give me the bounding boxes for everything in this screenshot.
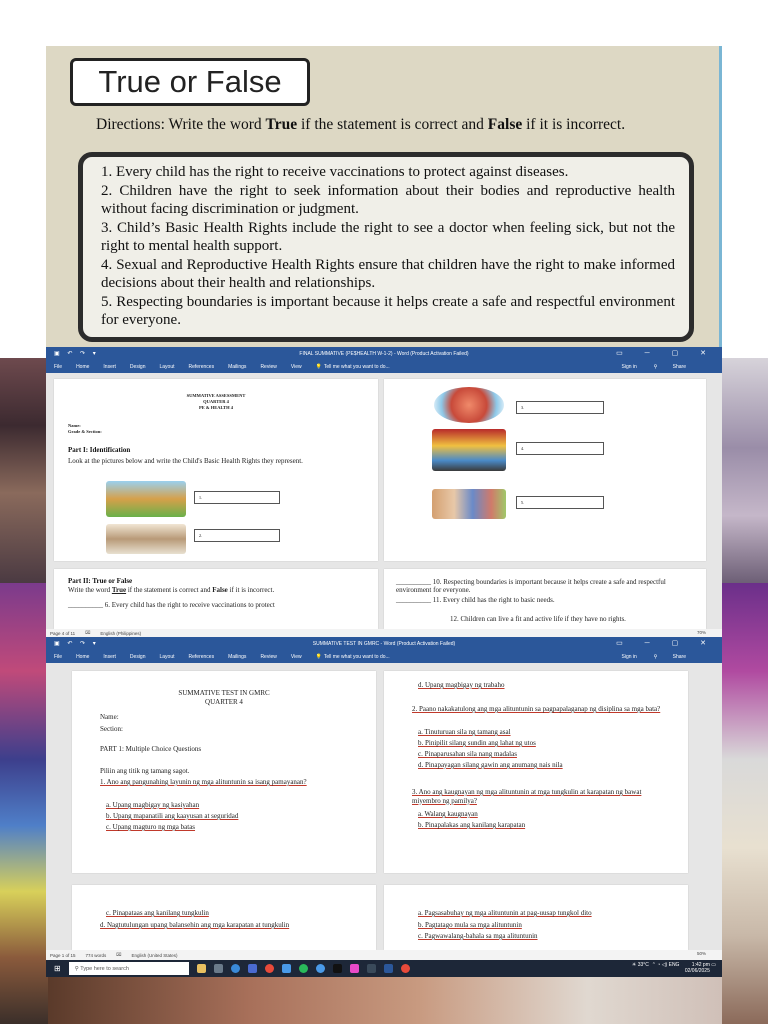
quick-access-icons[interactable]: ▣ ↶ ↷ ▾ bbox=[54, 641, 99, 647]
doctor-patients-image bbox=[432, 429, 506, 471]
title-bar bbox=[46, 347, 722, 361]
window-title: SUMMATIVE TEST IN GMRC - Word (Product Activation Failed) bbox=[312, 641, 456, 647]
window-title: FINAL SUMMATIVE (PE$HEALTH W-1-2) - Word (Product Activation Failed) bbox=[299, 351, 469, 357]
doc-title-line: QUARTER 4 bbox=[203, 399, 229, 404]
instr-true: True bbox=[111, 586, 127, 594]
sign-in-link[interactable]: Sign in bbox=[621, 654, 637, 660]
spotify-icon[interactable] bbox=[299, 964, 308, 973]
network-icon[interactable]: ◔ bbox=[657, 962, 661, 968]
doc-title-line: SUMMATIVE TEST IN GMRC bbox=[178, 689, 270, 697]
choice-b: b. Pinipilit silang sundin ang lahat ng utos bbox=[418, 739, 536, 747]
document-page bbox=[384, 885, 688, 950]
document-page bbox=[54, 569, 378, 629]
question-item: __________ 10. Respecting boundaries is important because it helps create a safe and respectful environment for everyone. bbox=[396, 578, 666, 594]
directions-true: True bbox=[265, 116, 298, 133]
ribbon-tabs bbox=[46, 361, 722, 373]
name-label: Name: bbox=[68, 423, 81, 428]
task-view-icon[interactable] bbox=[214, 964, 223, 973]
status-bar bbox=[46, 629, 722, 637]
window-controls[interactable]: ▭ ─ ▢ ✕ bbox=[616, 640, 716, 647]
person-icon: ⚲ bbox=[653, 654, 658, 660]
answer-box-2[interactable]: 2. bbox=[194, 529, 280, 542]
windows-start-icon[interactable]: ⊞ bbox=[54, 964, 61, 973]
tab-view[interactable]: View bbox=[290, 364, 302, 370]
grade-label: Grade & Section: bbox=[68, 429, 102, 434]
tab-references[interactable]: References bbox=[188, 654, 215, 660]
choice-b: b. Upang mapanatili ang kaayusan at seguridad bbox=[106, 812, 239, 820]
clock-date: 02/06/2025 bbox=[684, 968, 710, 974]
store-icon[interactable] bbox=[282, 964, 291, 973]
tab-review[interactable]: Review bbox=[260, 364, 277, 370]
person-icon: ⚲ bbox=[653, 364, 658, 370]
answer-box-1[interactable]: 1. bbox=[194, 491, 280, 504]
background-photo-bottom bbox=[48, 976, 722, 1024]
choice-a: a. Pagsasabuhay ng mga alituntunin at pag-uusap tungkol dito bbox=[418, 909, 592, 917]
part2-heading: Part II: True or False bbox=[68, 577, 133, 585]
account-area bbox=[622, 364, 700, 370]
question-1: 1. Ano ang pangunahing layunin ng mga alituntunin sa isang pamayanan? bbox=[100, 778, 307, 786]
choice-d: d. Nagtutulungan upang balansehin ang mga karapatan at tungkulin bbox=[100, 921, 290, 929]
language-status[interactable]: English (United States) bbox=[131, 952, 178, 958]
choice-a: a. Walang kaugnayan bbox=[418, 810, 478, 818]
statements-box bbox=[78, 152, 694, 342]
zoom-level[interactable]: 70% bbox=[696, 630, 706, 635]
instr-false: False bbox=[212, 586, 228, 594]
background-photo-right-bottom bbox=[722, 583, 768, 1024]
choice-d: d. Upang magbigay ng trabaho bbox=[418, 681, 505, 689]
playground-image bbox=[106, 481, 186, 517]
choice-d: d. Pinapayagan silang gawin ang anumang nais nila bbox=[418, 761, 563, 769]
background-photo-left-top bbox=[0, 358, 48, 583]
tab-mailings[interactable]: Mailings bbox=[228, 364, 247, 370]
taskbar-search[interactable] bbox=[69, 962, 189, 975]
doc-title bbox=[72, 689, 376, 706]
word-window-pe-health bbox=[46, 347, 722, 637]
tiktok-icon[interactable] bbox=[333, 964, 342, 973]
tab-layout[interactable]: Layout bbox=[159, 364, 175, 370]
question-item: __________ 11. Every child has the right to basic needs. bbox=[396, 596, 555, 604]
background-photo-left-bottom bbox=[0, 583, 48, 1024]
word-window-gmrc bbox=[46, 637, 722, 960]
directions-false: False bbox=[487, 116, 523, 133]
tab-file[interactable]: File bbox=[54, 364, 63, 370]
proofing-icon[interactable]: ⌧ bbox=[116, 952, 122, 957]
lightbulb-icon: 💡 bbox=[315, 654, 322, 660]
app-icon[interactable] bbox=[350, 964, 359, 973]
directions-text: Directions: Write the word bbox=[96, 116, 266, 133]
input-language[interactable]: ENG bbox=[668, 962, 680, 968]
statement-item: 1. Every child has the right to receive vaccinations to protect against diseases. bbox=[101, 164, 569, 180]
document-page bbox=[384, 569, 706, 629]
clock-time: 1:42 pm bbox=[691, 962, 710, 968]
doc-title-line: PE & HEALTH 4 bbox=[199, 405, 233, 410]
app-icon[interactable] bbox=[367, 964, 376, 973]
tab-design[interactable]: Design bbox=[129, 654, 146, 660]
statement-item: 4. Sexual and Reproductive Health Rights ensure that children have the right to make informed decisions about their health and relationships. bbox=[101, 257, 675, 291]
tell-me-input[interactable]: Tell me what you want to do... bbox=[323, 364, 390, 370]
instr-text: Write the word bbox=[68, 586, 112, 594]
statement-item: 2. Children have the right to seek information about their bodies and reproductive health without facing discrimination or judgment. bbox=[101, 183, 675, 217]
instruction: Piliin ang titik ng tamang sagot. bbox=[100, 767, 190, 775]
name-grade-labels bbox=[68, 423, 102, 435]
word-icon[interactable] bbox=[384, 964, 393, 973]
background-photo-right-top bbox=[722, 358, 768, 583]
title-bar bbox=[46, 637, 722, 651]
choice-c: c. Pinaparusahan sila nang madalas bbox=[418, 750, 517, 758]
instr-text: if the statement is correct and bbox=[126, 586, 213, 594]
news-widget-icon[interactable] bbox=[197, 964, 206, 973]
system-tray bbox=[632, 962, 716, 974]
answer-box-3[interactable]: 3. bbox=[516, 401, 604, 414]
tab-home[interactable]: Home bbox=[76, 364, 90, 370]
search-placeholder: Type here to search bbox=[80, 965, 129, 972]
tab-insert[interactable]: Insert bbox=[103, 364, 116, 370]
chrome-icon[interactable] bbox=[265, 964, 274, 973]
tab-references[interactable]: References bbox=[188, 364, 215, 370]
directions-text: if it is incorrect. bbox=[522, 116, 626, 133]
choice-a: a. Upang magbigay ng kasiyahan bbox=[106, 801, 200, 809]
tab-file[interactable]: File bbox=[54, 654, 63, 660]
true-or-false-card bbox=[46, 46, 722, 350]
choice-c: c. Pagwawalang-bahala sa mga alituntunin bbox=[418, 932, 538, 940]
baby-image bbox=[434, 387, 504, 423]
account-area bbox=[622, 654, 700, 660]
doc-title-line: SUMMATIVE ASSESSMENT bbox=[186, 393, 246, 398]
chevron-up-icon[interactable]: ⌃ bbox=[651, 962, 656, 968]
doc-title-line: QUARTER 4 bbox=[205, 697, 243, 706]
choice-c: c. Pinapataas ang kanilang tungkulin bbox=[106, 909, 209, 917]
chrome-icon[interactable] bbox=[401, 964, 410, 973]
word-count[interactable]: 774 words bbox=[85, 952, 107, 958]
document-page bbox=[54, 379, 378, 561]
classroom-image bbox=[106, 524, 186, 554]
windows-taskbar bbox=[46, 960, 722, 977]
document-page bbox=[384, 379, 706, 561]
question-item: 12. Children can live a fit and active life if they have no rights. bbox=[450, 615, 626, 623]
notification-icon[interactable]: ▭ bbox=[711, 962, 716, 968]
tab-review[interactable]: Review bbox=[260, 654, 277, 660]
name-section-labels bbox=[100, 713, 123, 733]
directions-text: if the statement is correct and bbox=[297, 116, 488, 133]
search-icon: ⚲ bbox=[74, 965, 81, 972]
document-area[interactable] bbox=[46, 373, 722, 629]
quick-access-icons[interactable]: ▣ ↶ ↷ ▾ bbox=[54, 351, 99, 357]
volume-icon[interactable]: ◁) bbox=[661, 962, 668, 968]
part2-instructions bbox=[68, 586, 374, 594]
tab-insert[interactable]: Insert bbox=[103, 654, 116, 660]
question-item: __________ 6. Every child has the right to receive vaccinations to protect bbox=[68, 601, 275, 609]
zoom-level[interactable]: 50% bbox=[696, 951, 706, 956]
question-3: 3. Ano ang kaugnayan ng mga alituntunin at mga tungkulin at karapatan ng bawat miyembro ng pamilya? bbox=[412, 788, 642, 805]
status-bar bbox=[46, 950, 722, 960]
section-label: Section: bbox=[100, 724, 123, 733]
document-page bbox=[72, 885, 376, 950]
statement-item: 3. Child’s Basic Health Rights include the right to see a doctor when feeling sick, but not the right to mental health support. bbox=[101, 220, 675, 254]
children-group-image bbox=[432, 489, 506, 519]
file-explorer-icon[interactable] bbox=[248, 964, 257, 973]
window-controls[interactable]: ▭ ─ ▢ ✕ bbox=[616, 350, 716, 357]
page-count: Page 4 of 11 bbox=[50, 630, 76, 636]
choice-c: c. Upang magturo ng mga batas bbox=[106, 823, 196, 831]
statement-item: 5. Respecting boundaries is important because it helps create a safe and respectful environment for everyone. bbox=[101, 294, 675, 328]
question-2: 2. Paano nakakatulong ang mga alituntunin sa pagpapalaganap ng disiplina sa mga bata? bbox=[412, 705, 661, 713]
part1-instructions: Look at the pictures below and write the Child's Basic Health Rights they represent. bbox=[68, 457, 303, 465]
instr-text: if it is incorrect. bbox=[227, 586, 275, 594]
language-status[interactable]: English (Philippines) bbox=[100, 630, 142, 636]
proofing-icon[interactable]: ⌧ bbox=[85, 630, 91, 635]
document-area[interactable] bbox=[46, 663, 722, 950]
card-directions bbox=[96, 116, 666, 134]
part1-heading: PART 1: Multiple Choice Questions bbox=[100, 745, 202, 753]
tab-design[interactable]: Design bbox=[129, 364, 146, 370]
clock[interactable] bbox=[685, 962, 710, 974]
lightbulb-icon: 💡 bbox=[315, 364, 322, 370]
name-label: Name: bbox=[100, 713, 119, 721]
choice-b: b. Pagtatago mula sa mga alituntunin bbox=[418, 921, 522, 929]
tab-mailings[interactable]: Mailings bbox=[228, 654, 247, 660]
part1-heading: Part I: Identification bbox=[68, 446, 131, 454]
tab-view[interactable]: View bbox=[290, 654, 302, 660]
choice-b: b. Pinapalakas ang kanilang karapatan bbox=[418, 821, 526, 829]
share-button[interactable]: Share bbox=[672, 654, 686, 660]
share-button[interactable]: Share bbox=[672, 364, 686, 370]
messenger-icon[interactable] bbox=[316, 964, 325, 973]
ribbon-tabs bbox=[46, 651, 722, 663]
choice-a: a. Tinuturuan sila ng tamang asal bbox=[418, 728, 511, 736]
card-heading: True or False bbox=[70, 58, 310, 106]
tab-home[interactable]: Home bbox=[76, 654, 90, 660]
document-page bbox=[72, 671, 376, 873]
document-page bbox=[384, 671, 688, 873]
weather-icon: ☀ bbox=[631, 962, 637, 968]
sign-in-link[interactable]: Sign in bbox=[621, 364, 637, 370]
tab-layout[interactable]: Layout bbox=[159, 654, 175, 660]
tell-me-input[interactable]: Tell me what you want to do... bbox=[323, 654, 390, 660]
weather-temp[interactable]: 33°C bbox=[637, 962, 649, 968]
edge-icon[interactable] bbox=[231, 964, 240, 973]
page-count: Page 1 of 15 bbox=[50, 952, 76, 958]
answer-box-4[interactable]: 4. bbox=[516, 442, 604, 455]
doc-title bbox=[54, 393, 378, 411]
answer-box-5[interactable]: 5. bbox=[516, 496, 604, 509]
